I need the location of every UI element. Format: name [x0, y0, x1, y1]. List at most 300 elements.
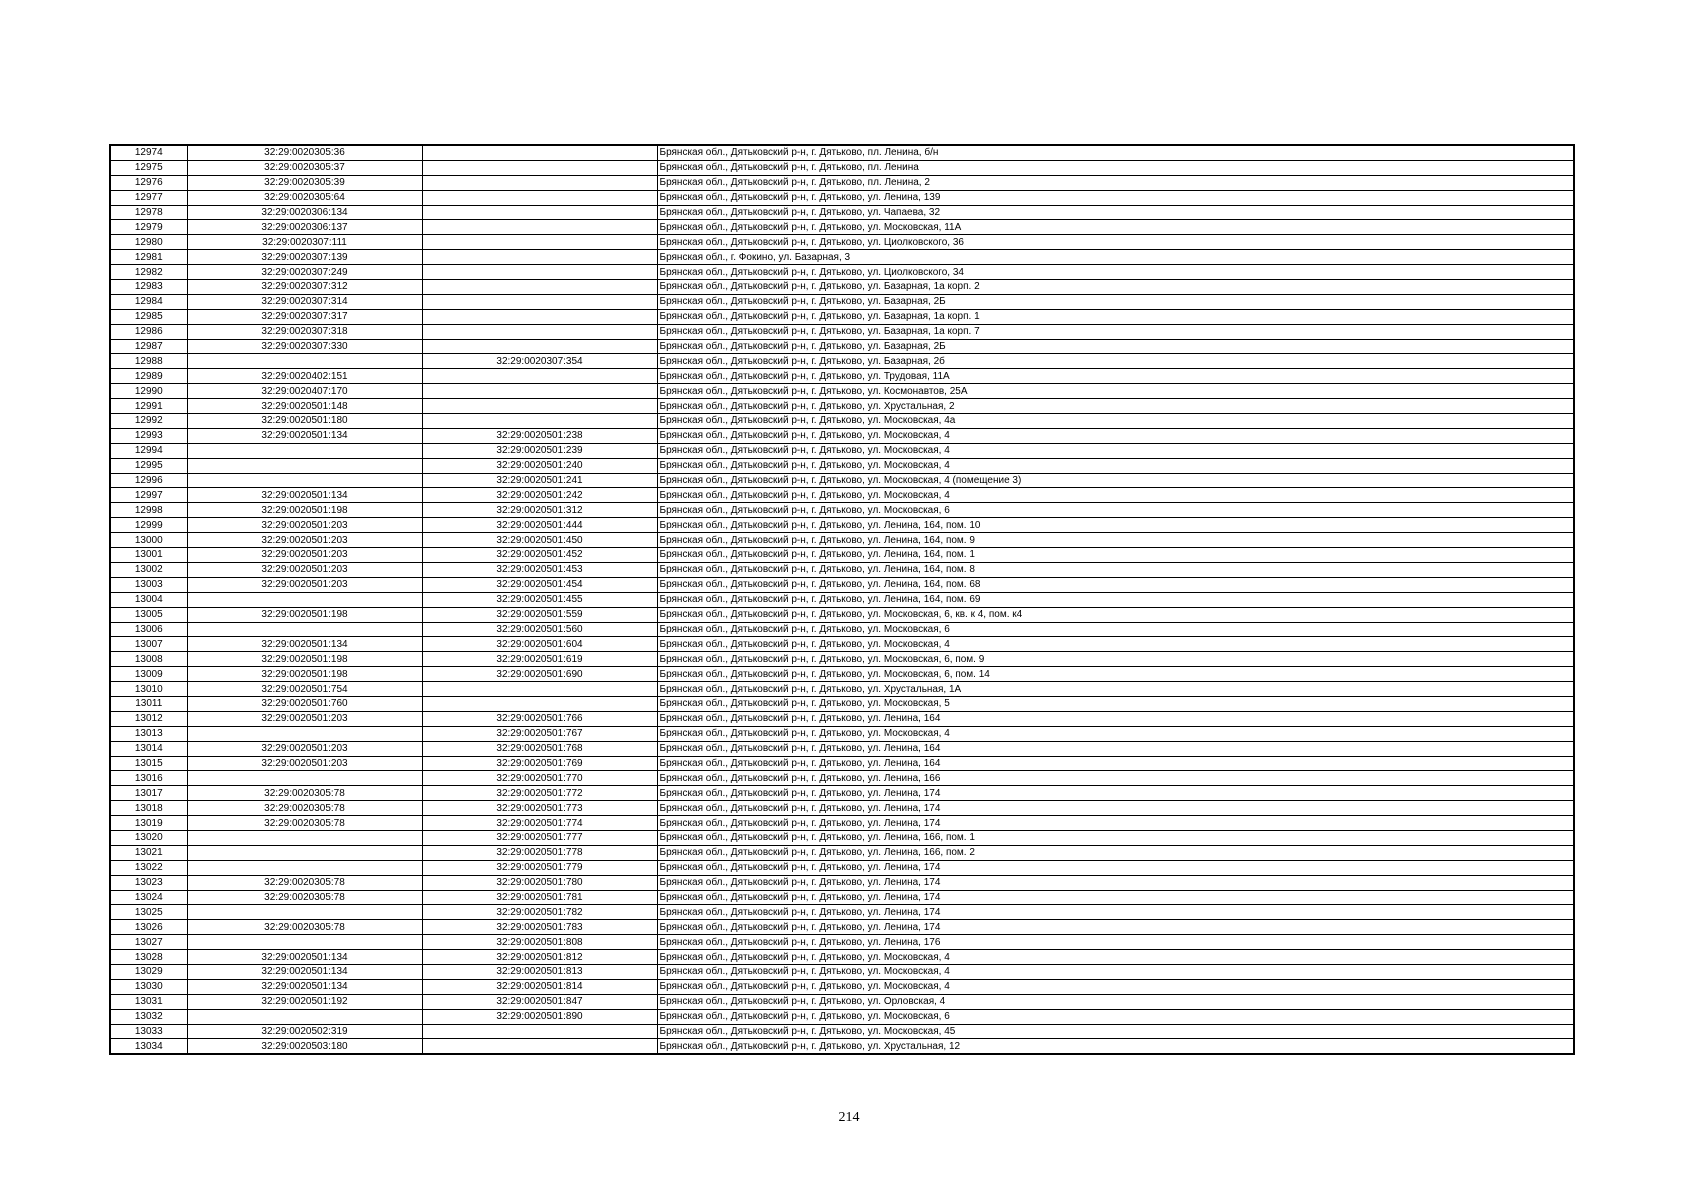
table-row [110, 384, 1574, 399]
cadastral-number-cell: 32:29:0020306:134 [187, 205, 422, 220]
address-cell: Брянская обл., Дятьковский р-н, г. Дятьково, ул. Московская, 4 [657, 428, 1574, 443]
table-row [110, 816, 1574, 831]
cadastral-number-cell [187, 354, 422, 369]
table-row [110, 339, 1574, 354]
address-cell: Брянская обл., Дятьковский р-н, г. Дятьково, ул. Московская, 4 [657, 488, 1574, 503]
table-row [110, 786, 1574, 801]
table-row [110, 920, 1574, 935]
row-number-cell: 12996 [110, 473, 187, 488]
row-number-cell: 13033 [110, 1024, 187, 1039]
object-cadastral-number-cell: 32:29:0020501:813 [422, 964, 657, 979]
object-cadastral-number-cell: 32:29:0020501:778 [422, 845, 657, 860]
object-cadastral-number-cell: 32:29:0020501:770 [422, 771, 657, 786]
object-cadastral-number-cell: 32:29:0020501:454 [422, 577, 657, 592]
row-number-cell: 13013 [110, 726, 187, 741]
address-cell: Брянская обл., Дятьковский р-н, г. Дятьково, ул. Московская, 4 [657, 637, 1574, 652]
object-cadastral-number-cell [422, 399, 657, 414]
address-cell: Брянская обл., Дятьковский р-н, г. Дятьково, ул. Космонавтов, 25А [657, 384, 1574, 399]
cadastral-number-cell: 32:29:0020501:192 [187, 994, 422, 1009]
address-cell: Брянская обл., Дятьковский р-н, г. Дятьково, ул. Трудовая, 11А [657, 369, 1574, 384]
object-cadastral-number-cell [422, 324, 657, 339]
table-row [110, 711, 1574, 726]
cadastral-number-cell: 32:29:0020501:134 [187, 979, 422, 994]
cadastral-number-cell [187, 935, 422, 950]
cadastral-number-cell: 32:29:0020501:203 [187, 562, 422, 577]
object-cadastral-number-cell [422, 220, 657, 235]
object-cadastral-number-cell: 32:29:0020501:779 [422, 860, 657, 875]
table-row [110, 637, 1574, 652]
object-cadastral-number-cell [422, 265, 657, 280]
row-number-cell: 13006 [110, 622, 187, 637]
table-row [110, 235, 1574, 250]
cadastral-number-cell [187, 845, 422, 860]
object-cadastral-number-cell: 32:29:0020307:354 [422, 354, 657, 369]
cadastral-number-cell: 32:29:0020501:203 [187, 756, 422, 771]
address-cell: Брянская обл., Дятьковский р-н, г. Дятьково, ул. Ленина, 174 [657, 786, 1574, 801]
row-number-cell: 13032 [110, 1009, 187, 1024]
object-cadastral-number-cell [422, 414, 657, 429]
row-number-cell: 12981 [110, 250, 187, 265]
table-row [110, 741, 1574, 756]
object-cadastral-number-cell: 32:29:0020501:769 [422, 756, 657, 771]
row-number-cell: 12984 [110, 294, 187, 309]
object-cadastral-number-cell: 32:29:0020501:619 [422, 652, 657, 667]
cadastral-number-cell [187, 622, 422, 637]
address-cell: Брянская обл., Дятьковский р-н, г. Дятьково, ул. Ленина, 164, пом. 9 [657, 533, 1574, 548]
cadastral-number-cell: 32:29:0020501:134 [187, 637, 422, 652]
cadastral-number-cell: 32:29:0020305:78 [187, 816, 422, 831]
object-cadastral-number-cell [422, 682, 657, 697]
object-cadastral-number-cell [422, 294, 657, 309]
cadastral-number-cell [187, 860, 422, 875]
cadastral-number-cell: 32:29:0020501:203 [187, 518, 422, 533]
row-number-cell: 12977 [110, 190, 187, 205]
cadastral-number-cell: 32:29:0020501:198 [187, 652, 422, 667]
table-row [110, 562, 1574, 577]
table-row [110, 875, 1574, 890]
table-row [110, 726, 1574, 741]
table-row [110, 265, 1574, 280]
object-cadastral-number-cell: 32:29:0020501:783 [422, 920, 657, 935]
row-number-cell: 12994 [110, 443, 187, 458]
table-row [110, 801, 1574, 816]
address-cell: Брянская обл., Дятьковский р-н, г. Дятьково, ул. Московская, 4 [657, 964, 1574, 979]
address-cell: Брянская обл., Дятьковский р-н, г. Дятьково, ул. Московская, 6 [657, 1009, 1574, 1024]
cadastral-number-cell: 32:29:0020501:198 [187, 503, 422, 518]
object-cadastral-number-cell [422, 696, 657, 711]
row-number-cell: 13016 [110, 771, 187, 786]
address-cell: Брянская обл., Дятьковский р-н, г. Дятьково, ул. Ленина, 174 [657, 801, 1574, 816]
row-number-cell: 12987 [110, 339, 187, 354]
table-row [110, 607, 1574, 622]
address-cell: Брянская обл., Дятьковский р-н, г. Дятьково, ул. Хрустальная, 12 [657, 1039, 1574, 1054]
table-row [110, 994, 1574, 1009]
row-number-cell: 12982 [110, 265, 187, 280]
address-cell: Брянская обл., Дятьковский р-н, г. Дятьково, пл. Ленина, 2 [657, 175, 1574, 190]
table-row [110, 354, 1574, 369]
object-cadastral-number-cell: 32:29:0020501:312 [422, 503, 657, 518]
row-number-cell: 12978 [110, 205, 187, 220]
row-number-cell: 12998 [110, 503, 187, 518]
cadastral-number-cell [187, 473, 422, 488]
row-number-cell: 13024 [110, 890, 187, 905]
address-cell: Брянская обл., Дятьковский р-н, г. Дятьково, ул. Московская, 45 [657, 1024, 1574, 1039]
cadastral-number-cell: 32:29:0020305:37 [187, 160, 422, 175]
table-row [110, 488, 1574, 503]
table-row [110, 473, 1574, 488]
row-number-cell: 13011 [110, 696, 187, 711]
table-row [110, 518, 1574, 533]
row-number-cell: 12983 [110, 280, 187, 295]
address-cell: Брянская обл., Дятьковский р-н, г. Дятьково, ул. Ленина, 164, пом. 1 [657, 548, 1574, 563]
address-cell: Брянская обл., Дятьковский р-н, г. Дятьково, ул. Московская, 5 [657, 696, 1574, 711]
cadastral-number-cell: 32:29:0020501:760 [187, 696, 422, 711]
row-number-cell: 13007 [110, 637, 187, 652]
address-cell: Брянская обл., Дятьковский р-н, г. Дятьково, ул. Ленина, 164, пом. 10 [657, 518, 1574, 533]
object-cadastral-number-cell [422, 145, 657, 160]
table-row [110, 592, 1574, 607]
address-cell: Брянская обл., Дятьковский р-н, г. Дятьково, ул. Московская, 6 [657, 622, 1574, 637]
object-cadastral-number-cell: 32:29:0020501:455 [422, 592, 657, 607]
table-row [110, 979, 1574, 994]
table-row [110, 771, 1574, 786]
object-cadastral-number-cell: 32:29:0020501:808 [422, 935, 657, 950]
cadastral-number-cell: 32:29:0020407:170 [187, 384, 422, 399]
address-cell: Брянская обл., Дятьковский р-н, г. Дятьково, ул. Хрустальная, 2 [657, 399, 1574, 414]
table-row [110, 190, 1574, 205]
object-cadastral-number-cell [422, 205, 657, 220]
row-number-cell: 13029 [110, 964, 187, 979]
address-cell: Брянская обл., Дятьковский р-н, г. Дятьково, ул. Московская, 6, пом. 9 [657, 652, 1574, 667]
cadastral-number-cell: 32:29:0020501:198 [187, 607, 422, 622]
object-cadastral-number-cell [422, 369, 657, 384]
address-cell: Брянская обл., г. Фокино, ул. Базарная, 3 [657, 250, 1574, 265]
row-number-cell: 13031 [110, 994, 187, 1009]
address-cell: Брянская обл., Дятьковский р-н, г. Дятьково, ул. Базарная, 1а корп. 2 [657, 280, 1574, 295]
cadastral-number-cell: 32:29:0020305:78 [187, 786, 422, 801]
row-number-cell: 13030 [110, 979, 187, 994]
cadastral-number-cell: 32:29:0020501:134 [187, 488, 422, 503]
cadastral-number-cell: 32:29:0020305:39 [187, 175, 422, 190]
table-row [110, 533, 1574, 548]
address-cell: Брянская обл., Дятьковский р-н, г. Дятьково, пл. Ленина [657, 160, 1574, 175]
cadastral-number-cell: 32:29:0020307:314 [187, 294, 422, 309]
address-cell: Брянская обл., Дятьковский р-н, г. Дятьково, ул. Ленина, 174 [657, 860, 1574, 875]
address-cell: Брянская обл., Дятьковский р-н, г. Дятьково, ул. Московская, 6, пом. 14 [657, 667, 1574, 682]
address-cell: Брянская обл., Дятьковский р-н, г. Дятьково, ул. Базарная, 1а корп. 7 [657, 324, 1574, 339]
row-number-cell: 12993 [110, 428, 187, 443]
address-cell: Брянская обл., Дятьковский р-н, г. Дятьково, ул. Московская, 4 (помещение 3) [657, 473, 1574, 488]
table-row [110, 652, 1574, 667]
object-cadastral-number-cell: 32:29:0020501:239 [422, 443, 657, 458]
row-number-cell: 13018 [110, 801, 187, 816]
address-cell: Брянская обл., Дятьковский р-н, г. Дятьково, ул. Циолковского, 36 [657, 235, 1574, 250]
table-row [110, 399, 1574, 414]
row-number-cell: 13014 [110, 741, 187, 756]
cadastral-number-cell [187, 592, 422, 607]
address-cell: Брянская обл., Дятьковский р-н, г. Дятьково, ул. Московская, 4 [657, 458, 1574, 473]
address-cell: Брянская обл., Дятьковский р-н, г. Дятьково, ул. Ленина, 174 [657, 920, 1574, 935]
object-cadastral-number-cell [422, 190, 657, 205]
address-cell: Брянская обл., Дятьковский р-н, г. Дятьково, ул. Базарная, 2Б [657, 294, 1574, 309]
address-cell: Брянская обл., Дятьковский р-н, г. Дятьково, ул. Ленина, 174 [657, 890, 1574, 905]
object-cadastral-number-cell [422, 235, 657, 250]
object-cadastral-number-cell: 32:29:0020501:847 [422, 994, 657, 1009]
row-number-cell: 13021 [110, 845, 187, 860]
row-number-cell: 13001 [110, 548, 187, 563]
cadastral-number-cell: 32:29:0020307:317 [187, 309, 422, 324]
object-cadastral-number-cell [422, 309, 657, 324]
address-cell: Брянская обл., Дятьковский р-н, г. Дятьково, пл. Ленина, б/н [657, 145, 1574, 160]
row-number-cell: 12995 [110, 458, 187, 473]
row-number-cell: 13002 [110, 562, 187, 577]
address-cell: Брянская обл., Дятьковский р-н, г. Дятьково, ул. Базарная, 2б [657, 354, 1574, 369]
row-number-cell: 12991 [110, 399, 187, 414]
row-number-cell: 13015 [110, 756, 187, 771]
address-cell: Брянская обл., Дятьковский р-н, г. Дятьково, ул. Ленина, 174 [657, 905, 1574, 920]
address-cell: Брянская обл., Дятьковский р-н, г. Дятьково, ул. Ленина, 164, пом. 68 [657, 577, 1574, 592]
page-number: 214 [838, 1110, 860, 1125]
object-cadastral-number-cell: 32:29:0020501:781 [422, 890, 657, 905]
row-number-cell: 12992 [110, 414, 187, 429]
object-cadastral-number-cell [422, 280, 657, 295]
table-row [110, 503, 1574, 518]
table-row [110, 324, 1574, 339]
row-number-cell: 12989 [110, 369, 187, 384]
table-row [110, 905, 1574, 920]
object-cadastral-number-cell [422, 160, 657, 175]
address-cell: Брянская обл., Дятьковский р-н, г. Дятьково, ул. Ленина, 164 [657, 741, 1574, 756]
table-row [110, 369, 1574, 384]
cadastral-number-cell: 32:29:0020307:318 [187, 324, 422, 339]
table-row [110, 175, 1574, 190]
table-row [110, 145, 1574, 160]
table-row [110, 443, 1574, 458]
cadastral-number-cell: 32:29:0020501:754 [187, 682, 422, 697]
cadastral-number-cell: 32:29:0020503:180 [187, 1039, 422, 1054]
row-number-cell: 13028 [110, 950, 187, 965]
row-number-cell: 12988 [110, 354, 187, 369]
table-row [110, 1039, 1574, 1054]
row-number-cell: 12986 [110, 324, 187, 339]
cadastral-number-cell: 32:29:0020501:134 [187, 964, 422, 979]
address-cell: Брянская обл., Дятьковский р-н, г. Дятьково, ул. Ленина, 174 [657, 816, 1574, 831]
address-cell: Брянская обл., Дятьковский р-н, г. Дятьково, ул. Московская, 4 [657, 726, 1574, 741]
cadastral-number-cell: 32:29:0020502:319 [187, 1024, 422, 1039]
table-row [110, 950, 1574, 965]
address-cell: Брянская обл., Дятьковский р-н, г. Дятьково, ул. Ленина, 176 [657, 935, 1574, 950]
table-row [110, 622, 1574, 637]
table-row [110, 250, 1574, 265]
row-number-cell: 13020 [110, 830, 187, 845]
address-cell: Брянская обл., Дятьковский р-н, г. Дятьково, ул. Московская, 4 [657, 950, 1574, 965]
cadastral-number-cell [187, 726, 422, 741]
object-cadastral-number-cell: 32:29:0020501:240 [422, 458, 657, 473]
cadastral-number-cell: 32:29:0020501:203 [187, 711, 422, 726]
table-row [110, 756, 1574, 771]
cadastral-number-cell: 32:29:0020305:36 [187, 145, 422, 160]
table-row [110, 205, 1574, 220]
row-number-cell: 12975 [110, 160, 187, 175]
cadastral-number-cell: 32:29:0020501:198 [187, 667, 422, 682]
object-cadastral-number-cell: 32:29:0020501:768 [422, 741, 657, 756]
row-number-cell: 13017 [110, 786, 187, 801]
object-cadastral-number-cell: 32:29:0020501:777 [422, 830, 657, 845]
row-number-cell: 12976 [110, 175, 187, 190]
row-number-cell: 12974 [110, 145, 187, 160]
cadastral-number-cell: 32:29:0020305:78 [187, 801, 422, 816]
row-number-cell: 12979 [110, 220, 187, 235]
object-cadastral-number-cell [422, 250, 657, 265]
object-cadastral-number-cell [422, 339, 657, 354]
cadastral-number-cell [187, 443, 422, 458]
table-row [110, 890, 1574, 905]
cadastral-number-cell: 32:29:0020307:249 [187, 265, 422, 280]
cadastral-number-cell: 32:29:0020501:203 [187, 533, 422, 548]
object-cadastral-number-cell: 32:29:0020501:559 [422, 607, 657, 622]
cadastral-number-cell [187, 771, 422, 786]
object-cadastral-number-cell: 32:29:0020501:241 [422, 473, 657, 488]
address-cell: Брянская обл., Дятьковский р-н, г. Дятьково, ул. Ленина, 139 [657, 190, 1574, 205]
table-row [110, 220, 1574, 235]
row-number-cell: 12999 [110, 518, 187, 533]
address-cell: Брянская обл., Дятьковский р-н, г. Дятьково, ул. Московская, 6, кв. к 4, пом. к4 [657, 607, 1574, 622]
cadastral-number-cell: 32:29:0020305:78 [187, 920, 422, 935]
table-row [110, 428, 1574, 443]
row-number-cell: 13009 [110, 667, 187, 682]
address-cell: Брянская обл., Дятьковский р-н, г. Дятьково, ул. Ленина, 164, пом. 8 [657, 562, 1574, 577]
table-row [110, 1024, 1574, 1039]
address-cell: Брянская обл., Дятьковский р-н, г. Дятьково, ул. Хрустальная, 1А [657, 682, 1574, 697]
cadastral-number-cell: 32:29:0020501:203 [187, 577, 422, 592]
table-row [110, 577, 1574, 592]
row-number-cell: 12997 [110, 488, 187, 503]
object-cadastral-number-cell [422, 384, 657, 399]
object-cadastral-number-cell: 32:29:0020501:774 [422, 816, 657, 831]
address-cell: Брянская обл., Дятьковский р-н, г. Дятьково, ул. Московская, 4 [657, 979, 1574, 994]
cadastral-number-cell: 32:29:0020501:134 [187, 428, 422, 443]
table-body [110, 145, 1574, 1054]
object-cadastral-number-cell [422, 175, 657, 190]
row-number-cell: 13027 [110, 935, 187, 950]
row-number-cell: 13012 [110, 711, 187, 726]
row-number-cell: 13026 [110, 920, 187, 935]
cadastral-number-cell: 32:29:0020305:78 [187, 890, 422, 905]
object-cadastral-number-cell: 32:29:0020501:444 [422, 518, 657, 533]
cadastral-number-cell: 32:29:0020305:78 [187, 875, 422, 890]
row-number-cell: 13022 [110, 860, 187, 875]
address-cell: Брянская обл., Дятьковский р-н, г. Дятьково, ул. Орловская, 4 [657, 994, 1574, 1009]
cadastral-number-cell: 32:29:0020402:151 [187, 369, 422, 384]
address-cell: Брянская обл., Дятьковский р-н, г. Дятьково, ул. Ленина, 174 [657, 875, 1574, 890]
table-row [110, 860, 1574, 875]
cadastral-number-cell [187, 830, 422, 845]
table-row [110, 294, 1574, 309]
cadastral-number-cell: 32:29:0020307:312 [187, 280, 422, 295]
table-row [110, 1009, 1574, 1024]
object-cadastral-number-cell: 32:29:0020501:767 [422, 726, 657, 741]
table-row [110, 830, 1574, 845]
object-cadastral-number-cell [422, 1039, 657, 1054]
object-cadastral-number-cell [422, 1024, 657, 1039]
row-number-cell: 13025 [110, 905, 187, 920]
table-row [110, 667, 1574, 682]
cadastral-number-cell: 32:29:0020501:203 [187, 741, 422, 756]
address-cell: Брянская обл., Дятьковский р-н, г. Дятьково, ул. Московская, 4 [657, 443, 1574, 458]
address-cell: Брянская обл., Дятьковский р-н, г. Дятьково, ул. Ленина, 166, пом. 2 [657, 845, 1574, 860]
object-cadastral-number-cell: 32:29:0020501:773 [422, 801, 657, 816]
cadastral-number-cell: 32:29:0020306:137 [187, 220, 422, 235]
row-number-cell: 13010 [110, 682, 187, 697]
table-row [110, 280, 1574, 295]
table-row [110, 845, 1574, 860]
address-cell: Брянская обл., Дятьковский р-н, г. Дятьково, ул. Базарная, 2Б [657, 339, 1574, 354]
row-number-cell: 13003 [110, 577, 187, 592]
cadastral-number-cell [187, 458, 422, 473]
address-cell: Брянская обл., Дятьковский р-н, г. Дятьково, ул. Ленина, 166 [657, 771, 1574, 786]
object-cadastral-number-cell: 32:29:0020501:604 [422, 637, 657, 652]
object-cadastral-number-cell: 32:29:0020501:772 [422, 786, 657, 801]
object-cadastral-number-cell: 32:29:0020501:782 [422, 905, 657, 920]
row-number-cell: 13005 [110, 607, 187, 622]
cadastral-number-cell: 32:29:0020307:330 [187, 339, 422, 354]
cadastral-number-cell: 32:29:0020501:148 [187, 399, 422, 414]
address-cell: Брянская обл., Дятьковский р-н, г. Дятьково, ул. Ленина, 164, пом. 69 [657, 592, 1574, 607]
object-cadastral-number-cell: 32:29:0020501:780 [422, 875, 657, 890]
table-row [110, 964, 1574, 979]
row-number-cell: 12980 [110, 235, 187, 250]
address-cell: Брянская обл., Дятьковский р-н, г. Дятьково, ул. Московская, 11А [657, 220, 1574, 235]
object-cadastral-number-cell: 32:29:0020501:766 [422, 711, 657, 726]
table-row [110, 414, 1574, 429]
property-table [109, 144, 1575, 1055]
object-cadastral-number-cell: 32:29:0020501:890 [422, 1009, 657, 1024]
cadastral-number-cell [187, 1009, 422, 1024]
object-cadastral-number-cell: 32:29:0020501:452 [422, 548, 657, 563]
row-number-cell: 13023 [110, 875, 187, 890]
row-number-cell: 12985 [110, 309, 187, 324]
object-cadastral-number-cell: 32:29:0020501:450 [422, 533, 657, 548]
row-number-cell: 13004 [110, 592, 187, 607]
cadastral-number-cell [187, 905, 422, 920]
cadastral-number-cell: 32:29:0020307:111 [187, 235, 422, 250]
cadastral-number-cell: 32:29:0020501:203 [187, 548, 422, 563]
object-cadastral-number-cell: 32:29:0020501:812 [422, 950, 657, 965]
table-row [110, 935, 1574, 950]
address-cell: Брянская обл., Дятьковский р-н, г. Дятьково, ул. Ленина, 164 [657, 756, 1574, 771]
address-cell: Брянская обл., Дятьковский р-н, г. Дятьково, ул. Базарная, 1а корп. 1 [657, 309, 1574, 324]
object-cadastral-number-cell: 32:29:0020501:242 [422, 488, 657, 503]
object-cadastral-number-cell: 32:29:0020501:453 [422, 562, 657, 577]
address-cell: Брянская обл., Дятьковский р-н, г. Дятьково, ул. Чапаева, 32 [657, 205, 1574, 220]
object-cadastral-number-cell: 32:29:0020501:238 [422, 428, 657, 443]
object-cadastral-number-cell: 32:29:0020501:814 [422, 979, 657, 994]
row-number-cell: 13008 [110, 652, 187, 667]
cadastral-number-cell: 32:29:0020307:139 [187, 250, 422, 265]
table-row [110, 458, 1574, 473]
row-number-cell: 13034 [110, 1039, 187, 1054]
row-number-cell: 13000 [110, 533, 187, 548]
cadastral-number-cell: 32:29:0020501:134 [187, 950, 422, 965]
address-cell: Брянская обл., Дятьковский р-н, г. Дятьково, ул. Московская, 6 [657, 503, 1574, 518]
row-number-cell: 13019 [110, 816, 187, 831]
address-cell: Брянская обл., Дятьковский р-н, г. Дятьково, ул. Ленина, 166, пом. 1 [657, 830, 1574, 845]
table-row [110, 696, 1574, 711]
address-cell: Брянская обл., Дятьковский р-н, г. Дятьково, ул. Циолковского, 34 [657, 265, 1574, 280]
object-cadastral-number-cell: 32:29:0020501:560 [422, 622, 657, 637]
cadastral-number-cell: 32:29:0020305:64 [187, 190, 422, 205]
address-cell: Брянская обл., Дятьковский р-н, г. Дятьково, ул. Ленина, 164 [657, 711, 1574, 726]
